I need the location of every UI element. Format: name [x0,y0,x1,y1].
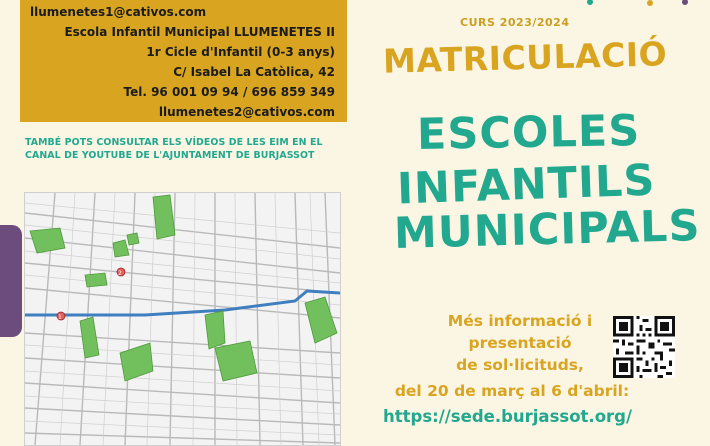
info-line-3: de sol·licituds, [456,356,584,374]
map-marker-1[interactable]: 1 [58,314,62,321]
info-line-4: del 20 de març al 6 d'abril: [394,382,630,400]
info-line-1: Més informació i [447,312,593,330]
contact-info-box [20,0,347,122]
info-line-2: presentació [468,334,572,352]
contact-email-bottom[interactable]: llumenetes2@cativos.com [158,105,335,119]
school-cycle: 1r Cicle d'Infantil (0-3 anys) [146,45,335,59]
contact-email-top[interactable]: llumenetes1@cativos.com [30,5,207,19]
youtube-note-line1: TAMBÉ POTS CONSULTAR ELS VÍDEOS DE LES EIM EN EL [25,137,323,148]
school-phone[interactable]: Tel. 96 001 09 94 / 696 859 349 [123,85,335,99]
school-name: Escola Infantil Municipal LLUMENETES II [64,25,335,39]
course-label: CURS 2023/2024 [460,16,570,29]
enrolment-heading: MATRICULACIÓ [382,34,668,81]
sede-link[interactable]: https://sede.burjassot.org/ [383,407,633,426]
title-line-1: ESCOLES [416,106,641,160]
city-map [24,192,341,446]
youtube-note [25,136,345,162]
youtube-note-line2: CANAL DE YOUTUBE DE L'AJUNTAMENT DE BURJASSOT [25,150,315,161]
decorative-purple-tab [0,225,22,337]
title-line-2: INFANTILS [396,155,657,215]
school-address: C/ Isabel La Catòlica, 42 [173,65,335,79]
map-marker-2[interactable]: 2 [118,270,122,277]
city-map-drawing [25,193,340,445]
qr-code-icon[interactable] [613,316,675,378]
title-line-3: MUNICIPALS [393,200,702,260]
decorative-dots [560,0,710,10]
